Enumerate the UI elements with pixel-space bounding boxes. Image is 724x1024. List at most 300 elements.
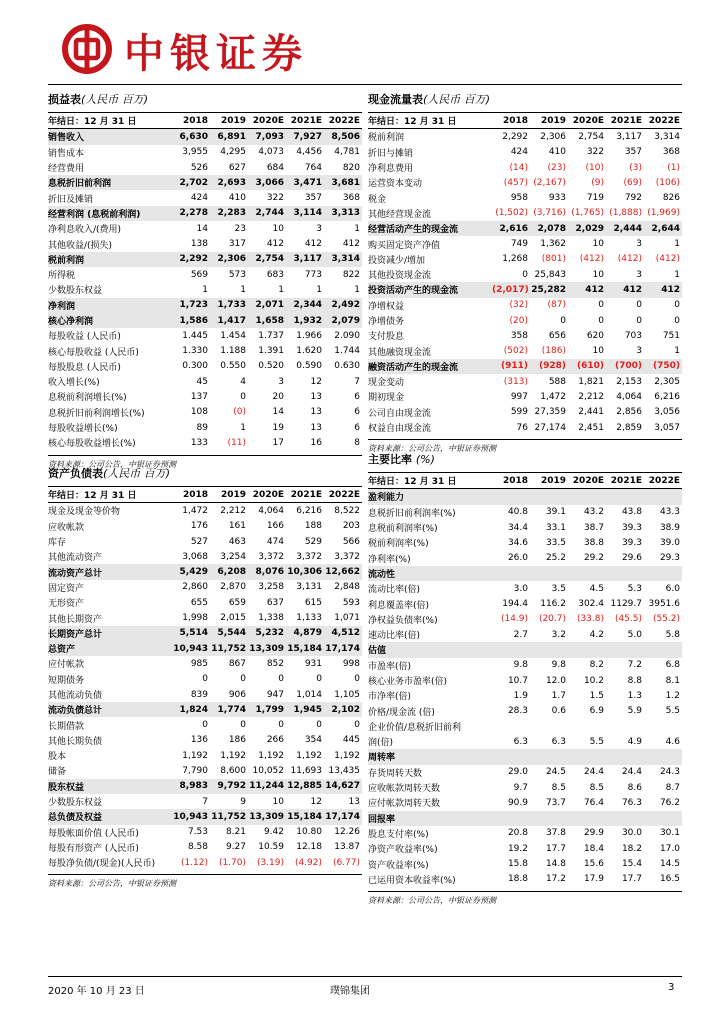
table-row [368, 206, 682, 221]
table-cell: 1,192 [258, 750, 284, 761]
table-cell: 8.7 [665, 782, 680, 793]
page-number: 3 [668, 982, 675, 993]
row-label: 库存 [48, 538, 67, 549]
row-label: 融资活动产生的现金流 [368, 359, 492, 374]
table-row [368, 581, 682, 596]
row-label: 应收帐款周转天数 [368, 784, 441, 795]
table-cell: 1.330 [182, 346, 208, 357]
table-row [48, 267, 362, 282]
row-label: 税金 [368, 194, 387, 205]
header-year: 2019 [210, 113, 248, 129]
table-row [48, 855, 362, 870]
table-cell: 14 [272, 407, 284, 418]
row-label: 销售成本 [48, 148, 85, 159]
table-row [48, 840, 362, 855]
row-label: 股息支付率(%) [368, 829, 429, 840]
table-cell: 0 [240, 720, 246, 731]
table-cell: 703 [624, 330, 642, 341]
table-cell: 5,429 [172, 564, 210, 579]
table-cell: 620 [586, 330, 604, 341]
row-label: 核心净利润 [48, 313, 172, 328]
table-cell: 39.1 [545, 507, 566, 518]
table-cell: 4.6 [665, 736, 680, 747]
table-cell: 6.0 [665, 583, 680, 594]
table-cell: 19 [272, 422, 284, 433]
table-row [48, 313, 362, 328]
row-label: 固定资产 [48, 583, 85, 594]
table-cell: 14.5 [659, 859, 680, 870]
table-cell [530, 566, 568, 581]
table-cell: 3.5 [551, 583, 566, 594]
row-label: 利息覆盖率(倍) [368, 600, 430, 611]
table-cell: 6.3 [551, 736, 566, 747]
table-cell: 1,658 [248, 313, 286, 328]
table-cell: 10 [272, 223, 284, 234]
cashflow-source-note: 资料来源：公司公告，中银证券预测 [368, 439, 682, 455]
table-cell: 6 [354, 391, 360, 402]
table-row [368, 520, 682, 535]
table-cell: 569 [190, 269, 208, 280]
table-cell: 6,216 [296, 505, 322, 516]
table-cell: (106) [655, 177, 680, 188]
table-cell: 20.8 [507, 828, 528, 839]
table-cell: 412 [304, 239, 322, 250]
table-cell: 15.8 [507, 859, 528, 870]
table-cell [644, 566, 682, 581]
table-row [48, 825, 362, 840]
table-cell: 4.2 [589, 629, 604, 640]
header-label: 年结日：12 月 31 日 [368, 473, 492, 489]
balance-sheet-panel [48, 466, 362, 890]
table-row [48, 519, 362, 534]
table-cell [568, 642, 606, 657]
table-cell: 1 [316, 284, 322, 295]
table-cell: 29.0 [507, 767, 528, 778]
table-cell: (928) [530, 359, 568, 374]
header-year: 2021E [286, 487, 324, 503]
row-label: 税前利润 [48, 252, 172, 267]
table-cell: 34.4 [507, 522, 528, 533]
table-row [48, 534, 362, 549]
table-cell: 7 [202, 796, 208, 807]
footer-date: 2020 年 10 月 23 日 [48, 986, 145, 997]
table-cell: 0 [354, 720, 360, 731]
table-cell: (14) [509, 162, 528, 173]
table-cell: (14.9) [500, 614, 528, 625]
row-label: 运营资本变动 [368, 179, 423, 190]
table-cell: 14,627 [324, 779, 362, 794]
table-row [48, 733, 362, 748]
table-cell: 8.21 [225, 827, 246, 838]
table-cell: 529 [304, 536, 322, 547]
row-label: 流动负债总计 [48, 702, 172, 717]
table-cell: 0 [674, 300, 680, 311]
table-cell: 1.7 [551, 690, 566, 701]
table-cell: 17.0 [659, 843, 680, 854]
table-cell: 43.2 [583, 507, 604, 518]
table-cell: 1,586 [172, 313, 210, 328]
table-cell: 13,435 [328, 765, 360, 776]
table-cell: 1,362 [540, 239, 566, 250]
table-cell: 137 [190, 391, 208, 402]
header-year: 2019 [530, 113, 568, 129]
table-cell: 1.966 [296, 330, 322, 341]
table-cell: 29.2 [583, 553, 604, 564]
table-cell: 28.3 [507, 706, 528, 717]
table-cell: 3,372 [296, 551, 322, 562]
table-row [48, 190, 362, 205]
table-cell: 368 [662, 147, 680, 158]
table-cell: 12,885 [286, 779, 324, 794]
table-row [368, 236, 682, 251]
table-row [368, 505, 682, 520]
table-cell: 656 [548, 330, 566, 341]
table-cell: 3.2 [551, 629, 566, 640]
table-cell: 3,057 [654, 422, 680, 433]
table-cell: 1.445 [182, 330, 208, 341]
table-cell: 1,014 [296, 689, 322, 700]
table-row [368, 389, 682, 404]
row-label: 其他长期负债 [48, 736, 103, 747]
row-label: 周转率 [368, 749, 492, 764]
table-cell: 194.4 [502, 599, 528, 610]
row-label: 盈利能力 [368, 489, 492, 505]
table-row [368, 175, 682, 190]
table-header-row [48, 487, 362, 503]
table-cell: 0 [316, 674, 322, 685]
table-row [368, 841, 682, 856]
table-cell: 10 [592, 346, 604, 357]
table-cell [530, 489, 568, 505]
table-cell: 186 [228, 735, 246, 746]
table-cell: 11,752 [210, 809, 248, 824]
table-cell: 24.4 [621, 767, 642, 778]
income-statement-panel [48, 92, 362, 471]
table-cell: (1.70) [218, 857, 246, 868]
table-cell: (457) [503, 177, 528, 188]
table-cell [644, 811, 682, 826]
table-row [368, 160, 682, 175]
table-cell: 2,444 [606, 221, 644, 236]
row-label: 投资减少/增加 [368, 255, 426, 266]
table-row [48, 656, 362, 671]
table-row [48, 343, 362, 358]
table-cell: 3 [636, 346, 642, 357]
table-cell: 0.630 [334, 361, 360, 372]
table-cell: 6.9 [589, 706, 604, 717]
table-cell: 3 [636, 269, 642, 280]
table-cell: (610) [568, 359, 606, 374]
income-source-note: 资料来源：公司公告，中银证券预测 [48, 455, 362, 471]
table-cell: 116.2 [540, 599, 566, 610]
table-cell [530, 811, 568, 826]
key-ratios-title: 主要比率 (%) [368, 453, 435, 466]
table-cell: (32) [509, 300, 528, 311]
table-cell: 33.5 [545, 537, 566, 548]
table-cell: 5.9 [627, 706, 642, 717]
table-cell: 8.5 [551, 782, 566, 793]
row-label: 收入增长(%) [48, 378, 100, 389]
table-cell: 2,153 [616, 376, 642, 387]
table-cell: 3 [278, 376, 284, 387]
table-cell: 1 [354, 284, 360, 295]
table-cell: 6,216 [654, 391, 680, 402]
table-cell: 958 [510, 193, 528, 204]
table-cell: 627 [228, 162, 246, 173]
table-cell: (23) [547, 162, 566, 173]
table-cell: 38.7 [583, 522, 604, 533]
table-cell [568, 719, 606, 734]
header-year: 2018 [172, 113, 210, 129]
table-cell: 17,174 [324, 641, 362, 656]
row-label: 期初现金 [368, 393, 405, 404]
table-row [48, 809, 362, 824]
table-cell: 12.26 [334, 827, 360, 838]
table-cell: 0 [316, 720, 322, 731]
table-cell: 1 [354, 223, 360, 234]
row-label: 息税前利润率(%) [368, 524, 438, 535]
table-cell: 822 [342, 269, 360, 280]
table-cell: 463 [228, 536, 246, 547]
table-cell: 931 [304, 658, 322, 669]
table-cell: 593 [342, 597, 360, 608]
row-label: 公司自由现金流 [368, 408, 432, 419]
table-cell: 1,723 [172, 298, 210, 313]
table-cell: (3.19) [256, 857, 284, 868]
table-row [368, 267, 682, 282]
table-cell: 76.4 [583, 797, 604, 808]
table-cell: 1,821 [578, 376, 604, 387]
table-cell: 0 [598, 315, 604, 326]
table-cell [606, 719, 644, 734]
table-cell: 1.2 [665, 690, 680, 701]
table-cell: 322 [586, 147, 604, 158]
table-cell: 27,359 [534, 407, 566, 418]
table-cell: 2,451 [578, 422, 604, 433]
table-cell: 424 [190, 193, 208, 204]
header-label: 年结日：12 月 31 日 [368, 113, 492, 129]
table-cell: 1 [674, 239, 680, 250]
table-cell: 10 [272, 796, 284, 807]
table-row [368, 765, 682, 780]
table-cell: 0 [674, 315, 680, 326]
row-label: 润(倍) [368, 738, 394, 749]
table-cell: 11,752 [210, 641, 248, 656]
table-cell: 6,891 [210, 129, 248, 145]
row-label: 少数股东权益 [48, 286, 103, 297]
table-cell: 13 [310, 422, 322, 433]
table-row [368, 596, 682, 611]
table-cell: 10 [592, 239, 604, 250]
table-cell [606, 566, 644, 581]
table-cell: 1.188 [220, 346, 246, 357]
table-cell: 2,071 [248, 298, 286, 313]
table-row [48, 626, 362, 641]
table-cell: (412) [655, 254, 680, 265]
row-label: 流动资产总计 [48, 564, 172, 579]
table-cell: 4,064 [616, 391, 642, 402]
table-row [48, 687, 362, 702]
table-row [48, 129, 362, 145]
table-cell: 749 [510, 239, 528, 250]
table-row [368, 550, 682, 565]
row-label: 其他融资现金流 [368, 347, 432, 358]
row-label: 流动比率(倍) [368, 585, 421, 596]
table-cell: 4.5 [589, 583, 604, 594]
table-cell: 8,522 [334, 505, 360, 516]
table-cell: 867 [228, 658, 246, 669]
row-label: 核心每股收益增长(%) [48, 439, 136, 450]
table-row [48, 328, 362, 343]
table-cell: 7,093 [248, 129, 286, 145]
table-row [368, 405, 682, 420]
table-cell: 764 [304, 162, 322, 173]
table-cell: 3,254 [220, 551, 246, 562]
table-row [48, 389, 362, 404]
table-cell: 4,456 [296, 147, 322, 158]
table-cell: 5.5 [665, 706, 680, 717]
table-cell: 354 [304, 735, 322, 746]
table-cell: 1,417 [210, 313, 248, 328]
table-cell: 4,879 [286, 626, 324, 641]
table-cell: 2,306 [540, 131, 566, 142]
table-cell: (1,888) [609, 208, 642, 219]
balance-sheet-table [48, 487, 362, 870]
table-cell [492, 749, 530, 764]
row-label: 市净率(倍) [368, 692, 412, 703]
row-label: 价格/现金流 (倍) [368, 707, 435, 718]
table-cell: 76.2 [659, 797, 680, 808]
table-cell: 29.9 [583, 828, 604, 839]
table-cell: (1,502) [495, 208, 528, 219]
table-cell: 10 [592, 269, 604, 280]
table-row [368, 734, 682, 749]
header-year: 2020E [248, 113, 286, 129]
row-label: 其他流动负债 [48, 691, 103, 701]
table-row [48, 503, 362, 519]
row-label: 已运用资本收益率(%) [368, 875, 456, 886]
table-cell: 412 [644, 282, 682, 297]
table-cell: 29.3 [659, 553, 680, 564]
table-cell [644, 749, 682, 764]
table-cell: 3,955 [182, 147, 208, 158]
row-label: 应收帐款 [48, 522, 85, 533]
table-cell: 1.9 [513, 690, 528, 701]
table-cell: 6.8 [665, 660, 680, 671]
table-cell: 820 [342, 162, 360, 173]
table-cell: (700) [606, 359, 644, 374]
table-cell: 3,372 [258, 551, 284, 562]
table-cell: 1 [674, 269, 680, 280]
row-label: 核心业务市盈率(倍) [368, 677, 448, 687]
row-label: 少数股东权益 [48, 798, 103, 809]
table-cell: 684 [266, 162, 284, 173]
table-row [368, 535, 682, 550]
table-row [48, 420, 362, 435]
balance-sheet-title: 资产负债表(人民币 百万) [48, 467, 171, 480]
row-label: 股东权益 [48, 779, 172, 794]
table-cell: 17.7 [621, 874, 642, 885]
table-cell [568, 811, 606, 826]
table-cell: 357 [304, 193, 322, 204]
table-cell: 683 [266, 269, 284, 280]
table-cell: 7.2 [627, 660, 642, 671]
table-cell: 9.27 [225, 842, 246, 853]
table-cell: 5,544 [210, 626, 248, 641]
header-year: 2022E [324, 487, 362, 503]
table-cell: 412 [606, 282, 644, 297]
header-year: 2021E [286, 113, 324, 129]
table-header-row [48, 113, 362, 129]
row-label: 其他收益/(损失) [48, 240, 113, 251]
table-cell: 998 [342, 658, 360, 669]
table-row [48, 672, 362, 687]
table-row [48, 145, 362, 160]
table-cell: 1,472 [540, 391, 566, 402]
row-label: 其他长期资产 [48, 614, 103, 625]
table-cell: 10.2 [583, 675, 604, 686]
table-row [368, 749, 682, 764]
table-row [368, 780, 682, 795]
table-cell: 0 [202, 674, 208, 685]
table-cell: 6 [354, 407, 360, 418]
table-row [368, 811, 682, 826]
table-cell: (502) [503, 346, 528, 357]
table-cell: 2.090 [334, 330, 360, 341]
table-cell: 188 [304, 521, 322, 532]
table-cell: 40.8 [507, 507, 528, 518]
table-cell: 1,799 [248, 702, 286, 717]
table-cell: 10,943 [172, 809, 210, 824]
table-cell: (3) [629, 162, 642, 173]
table-cell: 0 [240, 674, 246, 685]
table-row [368, 190, 682, 205]
header-divider [48, 84, 682, 85]
table-cell: 0 [354, 674, 360, 685]
table-cell: 14 [196, 223, 208, 234]
table-cell: 6.3 [513, 736, 528, 747]
table-cell: (20.7) [538, 614, 566, 625]
table-cell: 3,372 [334, 551, 360, 562]
table-cell: 8.58 [187, 842, 208, 853]
table-cell [568, 749, 606, 764]
table-cell: 2,306 [210, 252, 248, 267]
table-row [368, 658, 682, 673]
table-row [368, 282, 682, 297]
table-cell: (4.92) [294, 857, 322, 868]
table-cell: 2,283 [210, 206, 248, 221]
header-year: 2018 [172, 487, 210, 503]
header-year: 2021E [606, 473, 644, 489]
table-cell: 0 [560, 315, 566, 326]
table-cell: (10) [585, 162, 604, 173]
table-cell: 17,174 [324, 809, 362, 824]
table-row [48, 717, 362, 732]
table-cell: 637 [266, 597, 284, 608]
table-cell: 0.6 [551, 706, 566, 717]
row-label: 现金变动 [368, 378, 405, 389]
table-cell: 573 [228, 269, 246, 280]
table-row [48, 748, 362, 763]
table-row [368, 642, 682, 657]
table-row [48, 595, 362, 610]
table-cell: 39.0 [659, 537, 680, 548]
row-label: 折旧及摊销 [48, 194, 94, 205]
table-cell: 0 [598, 300, 604, 311]
table-cell: (1,969) [647, 208, 680, 219]
row-label: 所得税 [48, 271, 76, 282]
table-cell: 27,174 [534, 422, 566, 433]
